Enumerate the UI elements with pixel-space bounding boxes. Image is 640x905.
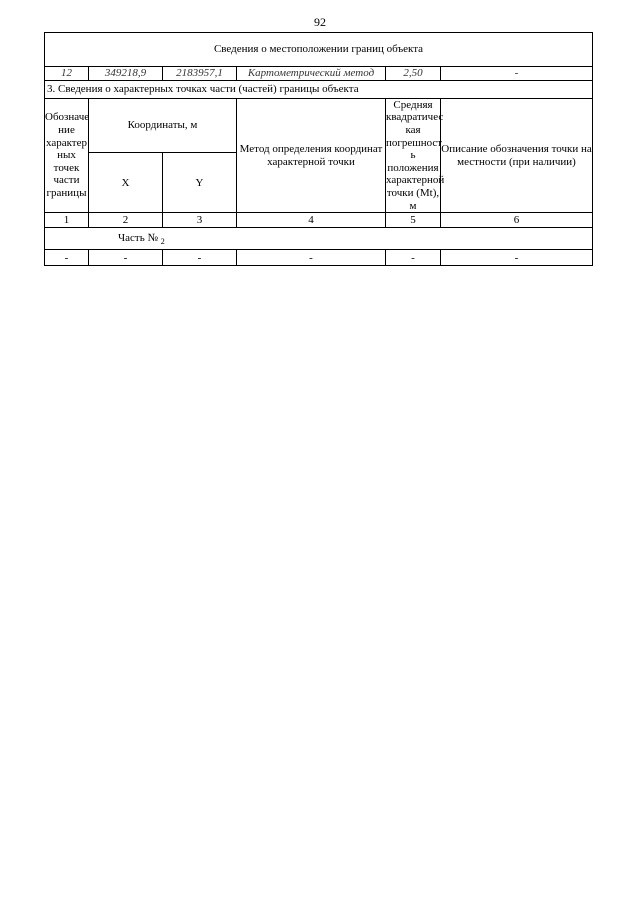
table-cell: -: [386, 250, 441, 266]
table-cell: 2,50: [386, 67, 441, 81]
table-cell: Картометрический метод: [237, 67, 386, 81]
section-title: Сведения о местоположении границ объекта: [45, 33, 593, 67]
header-point-designation: Обозначе ние характер ных точек части границы: [45, 98, 89, 213]
section3-title: 3. Сведения о характерных точках части (частей) границы объекта: [45, 80, 593, 98]
table-cell: -: [45, 250, 89, 266]
table-cell: 2183957,1: [163, 67, 237, 81]
column-number: 4: [237, 213, 386, 228]
part-number: 2: [160, 236, 165, 246]
header-y: Y: [163, 153, 237, 213]
header-x: X: [89, 153, 163, 213]
part-label-text: Часть №: [118, 231, 158, 244]
table-cell: 12: [45, 67, 89, 81]
column-number: 5: [386, 213, 441, 228]
header-coordinates: Координаты, м: [89, 98, 237, 153]
column-number-row: [45, 213, 593, 228]
table-row: [45, 250, 593, 266]
table-cell: -: [441, 250, 593, 266]
table-cell: -: [237, 250, 386, 266]
column-number: 1: [45, 213, 89, 228]
page-number: 92: [314, 15, 326, 29]
column-number: 6: [441, 213, 593, 228]
table-row: [45, 67, 593, 81]
table-cell: -: [441, 67, 593, 81]
header-method: Метод определения координат характерной точки: [237, 98, 386, 213]
column-number: 2: [89, 213, 163, 228]
header-error: Средняя квадратичес кая погрешност ь положения характерной точки (Mt), м: [386, 98, 445, 212]
table-cell: 349218,9: [89, 67, 163, 81]
header-description: Описание обозначения точки на местности (при наличии): [441, 98, 593, 213]
table-cell: -: [163, 250, 237, 266]
table-cell: -: [89, 250, 163, 266]
column-number: 3: [163, 213, 237, 228]
boundary-table: [44, 32, 593, 266]
part-label: [45, 228, 593, 250]
